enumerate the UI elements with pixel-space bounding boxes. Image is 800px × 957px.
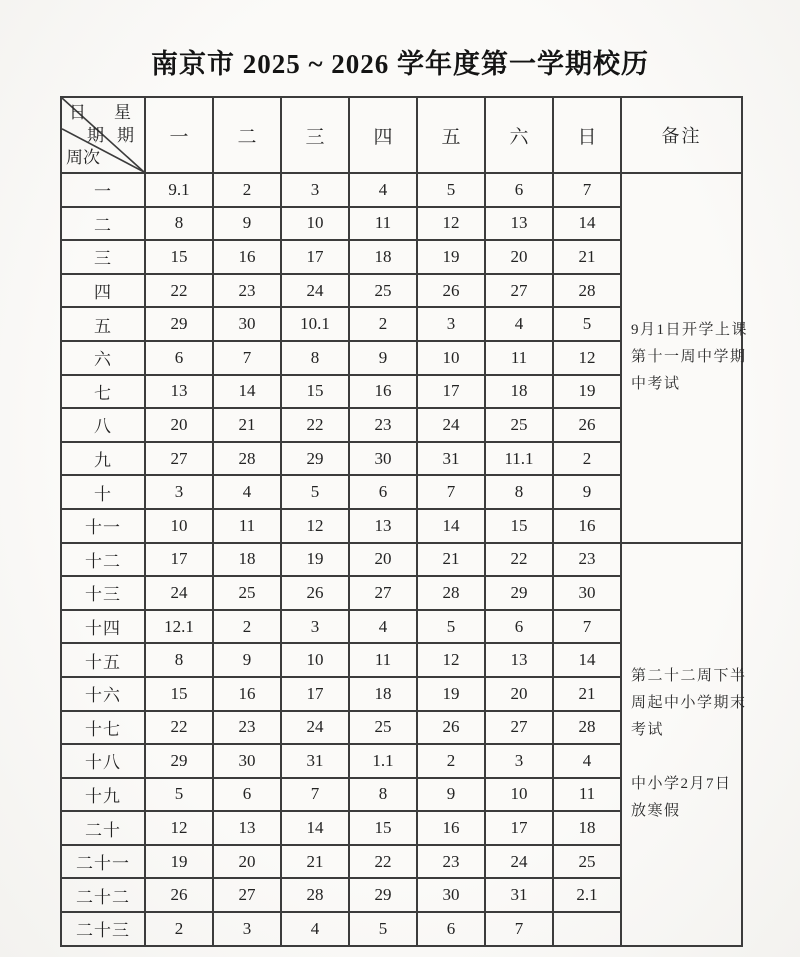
date-cell: 13 [485,207,553,241]
corner-date-char-top: 日 [69,103,86,122]
week-number-cell: 十八 [61,744,145,778]
week-number-cell: 九 [61,442,145,476]
date-cell: 3 [485,744,553,778]
date-cell: 19 [417,677,485,711]
date-cell: 5 [145,778,213,812]
date-cell: 31 [485,878,553,912]
date-cell: 7 [553,610,621,644]
date-cell: 11 [553,778,621,812]
date-cell: 30 [213,307,281,341]
date-cell: 6 [485,610,553,644]
date-cell: 24 [485,845,553,879]
week-number-cell: 二十一 [61,845,145,879]
date-cell: 10 [417,341,485,375]
date-cell: 23 [349,408,417,442]
week-number-cell: 十九 [61,778,145,812]
day-header-sat: 六 [485,97,553,173]
day-header-mon: 一 [145,97,213,173]
day-header-tue: 二 [213,97,281,173]
date-cell: 6 [145,341,213,375]
date-cell: 4 [349,173,417,207]
remark-line [631,744,736,771]
date-cell: 22 [349,845,417,879]
date-cell: 15 [281,375,349,409]
date-cell: 26 [281,576,349,610]
date-cell: 7 [553,173,621,207]
date-cell: 30 [213,744,281,778]
corner-weekday-char-bottom: 期 [117,126,134,145]
header-row [61,97,742,173]
date-cell: 20 [349,543,417,577]
date-cell: 26 [417,711,485,745]
date-cell: 4 [349,610,417,644]
date-cell: 9 [213,643,281,677]
date-cell: 12 [553,341,621,375]
date-cell: 7 [417,475,485,509]
date-cell: 3 [281,173,349,207]
remark-line: 周起中小学期末 [631,695,747,712]
date-cell: 28 [553,274,621,308]
date-cell: 15 [145,240,213,274]
date-cell: 29 [485,576,553,610]
date-cell: 8 [145,643,213,677]
remarks-cell [621,543,747,946]
date-cell: 28 [417,576,485,610]
date-cell: 9 [417,778,485,812]
date-cell: 20 [213,845,281,879]
week-number-cell: 十 [61,475,145,509]
date-cell: 8 [349,778,417,812]
date-cell: 5 [553,307,621,341]
date-cell: 28 [213,442,281,476]
date-cell: 9.1 [145,173,213,207]
date-cell: 2 [553,442,621,476]
date-cell: 10.1 [281,307,349,341]
date-cell: 8 [281,341,349,375]
date-cell: 6 [485,173,553,207]
date-cell: 2.1 [553,878,621,912]
date-cell: 8 [145,207,213,241]
date-cell: 10 [485,778,553,812]
date-cell: 3 [417,307,485,341]
date-cell: 16 [213,240,281,274]
date-cell: 4 [213,475,281,509]
date-cell: 26 [417,274,485,308]
date-cell: 16 [553,509,621,543]
date-cell: 20 [485,240,553,274]
date-cell: 16 [349,375,417,409]
date-cell: 22 [485,543,553,577]
week-row [61,543,742,577]
date-cell: 15 [485,509,553,543]
date-cell: 26 [145,878,213,912]
week-number-cell: 十三 [61,576,145,610]
date-cell: 21 [417,543,485,577]
remark-line: 中小学2月7日 [631,776,732,793]
date-cell: 20 [485,677,553,711]
date-cell: 17 [417,375,485,409]
date-cell: 10 [281,207,349,241]
date-cell: 18 [485,375,553,409]
date-cell: 14 [213,375,281,409]
date-cell: 28 [553,711,621,745]
week-number-cell: 十一 [61,509,145,543]
day-header-thu: 四 [349,97,417,173]
date-cell: 18 [349,677,417,711]
date-cell: 12 [417,643,485,677]
date-cell: 22 [145,274,213,308]
date-cell: 3 [281,610,349,644]
date-cell: 4 [553,744,621,778]
date-cell: 30 [553,576,621,610]
date-cell: 5 [417,173,485,207]
week-row [61,173,742,207]
date-cell: 14 [281,811,349,845]
date-cell: 5 [417,610,485,644]
date-cell: 9 [213,207,281,241]
date-cell: 11 [213,509,281,543]
date-cell: 3 [213,912,281,946]
week-number-cell: 二十 [61,811,145,845]
date-cell: 17 [485,811,553,845]
date-cell: 5 [281,475,349,509]
corner-date-char-bottom: 期 [87,126,104,145]
date-cell: 11 [349,643,417,677]
date-cell: 11 [485,341,553,375]
page-title: 南京市 2025 ~ 2026 学年度第一学期校历 [150,49,650,79]
date-cell: 24 [281,274,349,308]
date-cell: 29 [281,442,349,476]
date-cell: 16 [213,677,281,711]
date-cell: 28 [281,878,349,912]
week-number-cell: 一 [61,173,145,207]
week-number-cell: 十五 [61,643,145,677]
date-cell: 13 [213,811,281,845]
week-number-cell: 二十三 [61,912,145,946]
date-cell: 31 [281,744,349,778]
remarks-cell [621,173,749,543]
week-number-cell: 三 [61,240,145,274]
corner-week-label: 周次 [66,148,100,167]
date-cell: 27 [145,442,213,476]
remark-line: 第二十二周下半 [631,668,747,685]
week-number-cell: 五 [61,307,145,341]
date-cell: 31 [417,442,485,476]
week-number-cell: 七 [61,375,145,409]
date-cell: 13 [349,509,417,543]
date-cell: 19 [281,543,349,577]
date-cell: 1.1 [349,744,417,778]
date-cell: 15 [349,811,417,845]
date-cell: 12 [145,811,213,845]
date-cell: 25 [349,274,417,308]
date-cell: 7 [281,778,349,812]
date-cell: 29 [349,878,417,912]
date-cell: 26 [553,408,621,442]
remark-line: 中考试 [631,376,681,393]
date-cell [553,912,621,946]
remark-line: 考试 [631,722,665,739]
date-cell: 10 [145,509,213,543]
week-number-cell: 四 [61,274,145,308]
date-cell: 11.1 [485,442,553,476]
date-cell: 6 [417,912,485,946]
week-number-cell: 十六 [61,677,145,711]
date-cell: 19 [417,240,485,274]
date-cell: 4 [485,307,553,341]
date-cell: 2 [213,173,281,207]
date-cell: 15 [145,677,213,711]
remarks-header: 备注 [621,97,742,173]
date-cell: 12 [281,509,349,543]
date-cell: 24 [281,711,349,745]
date-cell: 16 [417,811,485,845]
remark-line: 第十一周中学期 [631,349,747,366]
date-cell: 9 [553,475,621,509]
corner-header [61,97,145,173]
day-header-wed: 三 [281,97,349,173]
date-cell: 14 [553,643,621,677]
date-cell: 4 [281,912,349,946]
date-cell: 3 [145,475,213,509]
date-cell: 24 [145,576,213,610]
date-cell: 6 [349,475,417,509]
date-cell: 2 [417,744,485,778]
date-cell: 25 [485,408,553,442]
date-cell: 13 [145,375,213,409]
week-number-cell: 二十二 [61,878,145,912]
week-number-cell: 十四 [61,610,145,644]
date-cell: 21 [281,845,349,879]
date-cell: 17 [281,677,349,711]
date-cell: 10 [281,643,349,677]
date-cell: 9 [349,341,417,375]
date-cell: 11 [349,207,417,241]
date-cell: 14 [417,509,485,543]
date-cell: 2 [213,610,281,644]
date-cell: 18 [213,543,281,577]
date-cell: 17 [145,543,213,577]
date-cell: 19 [145,845,213,879]
date-cell: 30 [349,442,417,476]
date-cell: 14 [553,207,621,241]
week-number-cell: 六 [61,341,145,375]
date-cell: 7 [485,912,553,946]
date-cell: 7 [213,341,281,375]
date-cell: 21 [553,677,621,711]
date-cell: 12.1 [145,610,213,644]
week-number-cell: 十七 [61,711,145,745]
date-cell: 5 [349,912,417,946]
remark-line: 放寒假 [631,803,681,820]
date-cell: 24 [417,408,485,442]
date-cell: 19 [553,375,621,409]
week-number-cell: 二 [61,207,145,241]
date-cell: 21 [553,240,621,274]
date-cell: 23 [213,711,281,745]
date-cell: 18 [553,811,621,845]
date-cell: 25 [349,711,417,745]
date-cell: 12 [417,207,485,241]
date-cell: 18 [349,240,417,274]
date-cell: 22 [281,408,349,442]
corner-weekday-char-top: 星 [114,103,131,122]
date-cell: 27 [349,576,417,610]
date-cell: 29 [145,307,213,341]
week-number-cell: 八 [61,408,145,442]
date-cell: 25 [213,576,281,610]
calendar-table [60,96,749,947]
date-cell: 8 [485,475,553,509]
date-cell: 13 [485,643,553,677]
date-cell: 21 [213,408,281,442]
date-cell: 23 [553,543,621,577]
date-cell: 22 [145,711,213,745]
day-header-fri: 五 [417,97,485,173]
date-cell: 27 [213,878,281,912]
date-cell: 2 [349,307,417,341]
remark-line: 9月1日开学上课 [631,322,749,339]
date-cell: 29 [145,744,213,778]
week-number-cell: 十二 [61,543,145,577]
date-cell: 25 [553,845,621,879]
date-cell: 17 [281,240,349,274]
date-cell: 27 [485,711,553,745]
date-cell: 27 [485,274,553,308]
date-cell: 2 [145,912,213,946]
day-header-sun: 日 [553,97,621,173]
date-cell: 23 [213,274,281,308]
date-cell: 23 [417,845,485,879]
date-cell: 20 [145,408,213,442]
date-cell: 6 [213,778,281,812]
date-cell: 30 [417,878,485,912]
